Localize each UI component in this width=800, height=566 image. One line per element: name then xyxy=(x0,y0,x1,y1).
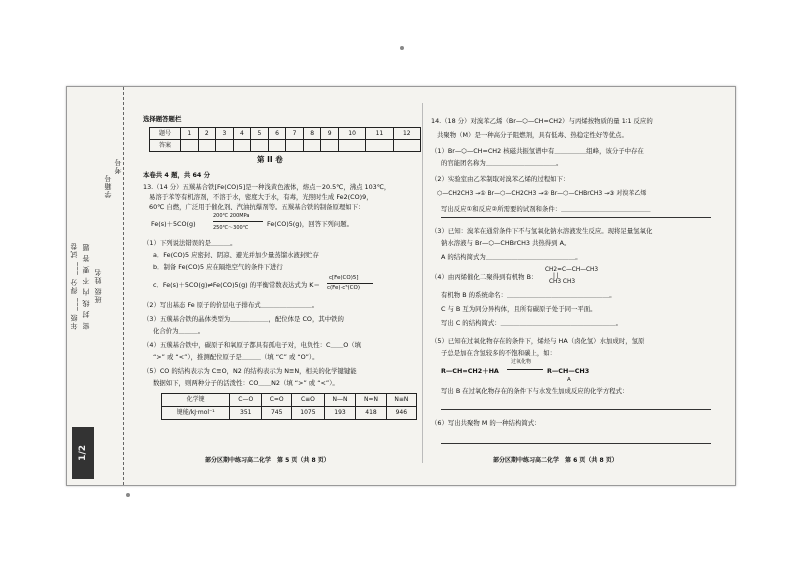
structure-b-top: CH2=C—CH—CH3 xyxy=(545,267,599,273)
question-number: 11 xyxy=(366,128,393,140)
question-number: 2 xyxy=(198,128,216,140)
q13-part-5-line2: 数据如下，则两种分子的活泼性：CO＿＿N2（填 “>” 或 “<”）。 xyxy=(153,379,339,387)
reaction-arrow xyxy=(507,369,543,370)
q14-intro-2: 共聚物（M）是一种高分子阻燃剂，具有低毒、热稳定性好等优点。 xyxy=(437,131,628,139)
binding-text-4: 密 封 线 内 不 要 答 题 xyxy=(82,242,90,330)
q14-part-5-line1: （5）已知在过氧化物存在的条件下，烯烃与 HA（卤化氢）水加成时，氢原 xyxy=(431,337,645,345)
q14-part-4-line2: 有机物 B 的系统命名：＿＿＿＿＿＿＿＿＿＿＿＿＿＿＿＿。 xyxy=(441,291,616,299)
q13-part-1: （1）下列说法错误的是＿＿＿。 xyxy=(143,239,237,247)
bond-energy-table xyxy=(161,393,417,420)
bond-value: 1075 xyxy=(292,407,324,420)
q13-part-4-line2: “>” 或 “<”），推测配位原子是＿＿＿（填 “C” 或 “O”）。 xyxy=(153,353,319,361)
binding-text-2: 学籍号 xyxy=(104,174,112,198)
question-number: 5 xyxy=(251,128,269,140)
row-label: 答案 xyxy=(150,140,181,152)
question-number: 9 xyxy=(321,128,339,140)
answer-cell[interactable] xyxy=(233,140,251,152)
q13-part-5-line1: （5）CO 的结构表示为 C≡O，N2 的结构表示为 N≡N，相关的化学键键能 xyxy=(143,367,357,375)
fraction-denominator: c(Fe)·c⁵(CO) xyxy=(327,285,360,291)
structure-b-bottom: CH3 CH3 xyxy=(549,279,576,285)
question-number: 7 xyxy=(286,128,304,140)
answer-heading: 选择题答题栏 xyxy=(143,115,182,123)
right-page-footer: 部分区期中练习高二化学 第 6 页（共 8 页） xyxy=(493,457,618,464)
q13-part-4-line1: （4）五羰基合铁中，碳原子和氧原子都具有孤电子对，电负性：C＿＿O（填 xyxy=(143,341,362,349)
answer-cell[interactable] xyxy=(321,140,339,152)
scan-dot xyxy=(400,46,404,50)
q13-option-b: b．制备 Fe(CO)5 应在隔绝空气的条件下进行 xyxy=(153,263,283,271)
bond-header: N—N xyxy=(324,394,356,407)
left-page xyxy=(127,87,417,485)
question-number: 4 xyxy=(233,128,251,140)
answer-cell[interactable] xyxy=(286,140,304,152)
q13-intro-3: 60℃ 自燃，广泛用于催化剂、汽油抗爆剂等。五羰基合铁的制备原理如下： xyxy=(149,203,365,211)
q14-part-2: （2）实验室由乙苯制取对溴苯乙烯的过程如下： xyxy=(431,175,570,183)
scanned-exam-page xyxy=(66,86,736,486)
answer-line xyxy=(441,409,711,410)
reaction-condition: 过氧化物 xyxy=(511,359,532,365)
question-number: 1 xyxy=(181,128,199,140)
q14-part-3-line2: 钠水溶液与 Br—⬡—CHBrCH3 共热得到 A。 xyxy=(441,239,571,247)
q13-option-a: a．Fe(CO)5 应密封、阴凉、避光并加少量蒸馏水液封贮存 xyxy=(153,251,319,259)
equation-left: Fe(s)＋5CO(g) xyxy=(151,220,196,228)
q14-part-5-line2: 子总是加在含氢较多的不饱和碳上，如： xyxy=(441,349,557,357)
binding-margin xyxy=(67,87,124,485)
q14-part-4-line4: 写出 C 的结构简式：＿＿＿＿＿＿＿＿＿＿＿＿＿＿＿＿＿＿。 xyxy=(441,319,623,327)
question-number: 8 xyxy=(303,128,321,140)
q14-part-4-line1: （4）由丙烯催化二聚得到有机物 B： xyxy=(431,273,538,281)
equation-condition-bottom: 250℃～300℃ xyxy=(213,225,249,231)
q14-part-1-line2: 的官能团名称为＿＿＿＿＿＿＿＿＿＿＿。 xyxy=(441,159,563,167)
q14-part-5-ask: 写出 B 在过氧化物存在的条件下与水发生加成反应的化学方程式： xyxy=(441,387,629,395)
binding-text-3: 班级 姓名 xyxy=(94,268,102,304)
bond-header: C—O xyxy=(230,394,262,407)
answer-cell[interactable] xyxy=(251,140,269,152)
q14-intro-1: 14.（18 分）对溴苯乙烯（Br—⬡—CH=CH2）与丙烯按物质的量 1∶1 反应的 xyxy=(431,117,653,125)
bond-value: 745 xyxy=(262,407,292,420)
binding-text-5: 年级 ___ 得分 ___ 试卷 xyxy=(70,242,78,330)
question-number: 12 xyxy=(393,128,420,140)
binding-text-1: 考号 xyxy=(114,158,122,174)
answer-line xyxy=(441,443,711,444)
q14-part-6: （6）写出共聚物 M 的一种结构简式： xyxy=(431,419,541,427)
answer-cell[interactable] xyxy=(338,140,365,152)
grade-stamp: 1/2 xyxy=(72,427,94,479)
q13-option-c: c．Fe(s)＋5CO(g)⇌Fe(CO)5(g) 的平衡常数表达式为 K＝ xyxy=(153,281,320,289)
structure-b-bonds: | | xyxy=(553,273,559,279)
answer-cell[interactable] xyxy=(181,140,199,152)
bond-header: 化学键 xyxy=(162,394,230,407)
bond-value: 193 xyxy=(324,407,356,420)
question-number: 6 xyxy=(268,128,286,140)
q14-part-4-line3: C 与 B 互为同分异构体，且所有碳原子处于同一平面。 xyxy=(441,305,597,313)
equation-condition-top: 200℃ 200MPa xyxy=(213,213,250,219)
reaction-left: R—CH=CH2＋HA xyxy=(441,367,499,375)
section-title: 第 II 卷 xyxy=(257,155,283,164)
synthesis-route: ⬡—CH2CH3 →① Br—⬡—CH2CH3 →② Br—⬡—CHBrCH3 →③ 对溴苯乙烯 xyxy=(437,190,647,197)
scan-dot xyxy=(126,493,130,497)
reaction-right: R—CH—CH3 xyxy=(547,367,590,375)
answer-cell[interactable] xyxy=(198,140,216,152)
answer-line xyxy=(441,217,711,218)
reaction-substituent: A xyxy=(567,377,571,383)
fraction-numerator: c[Fe(CO)5] xyxy=(329,275,359,281)
bond-value: 946 xyxy=(386,407,416,420)
bond-label: 键能/kJ·mol⁻¹ xyxy=(162,407,230,420)
q13-intro-2: 易溶于苯等有机溶剂，不溶于水，密度大于水，有毒，光照时生成 Fe2(CO)9， xyxy=(149,193,373,201)
bond-header: C=O xyxy=(262,394,292,407)
question-number: 3 xyxy=(216,128,234,140)
q14-part-3-line3: A 的结构简式为＿＿＿＿＿＿＿＿＿＿＿＿＿＿。 xyxy=(441,253,582,261)
bond-value: 351 xyxy=(230,407,262,420)
bond-header: N≡N xyxy=(386,394,416,407)
bond-value: 418 xyxy=(356,407,386,420)
section-info: 本卷共 4 题，共 64 分 xyxy=(143,171,210,179)
equation-arrow xyxy=(213,221,263,222)
answer-cell[interactable] xyxy=(268,140,286,152)
question-number: 10 xyxy=(338,128,365,140)
bond-header: C≡O xyxy=(292,394,324,407)
equation-right: Fe(CO)5(g)，回答下列问题。 xyxy=(267,220,353,228)
left-page-footer: 部分区期中练习高二化学 第 5 页（共 8 页） xyxy=(205,457,330,464)
q13-part-3-line1: （3）五羰基合铁的晶体类型为＿＿＿＿＿＿，配位体是 CO，其中铁的 xyxy=(143,315,344,323)
bond-header: N=N xyxy=(356,394,386,407)
q13-part-3-line2: 化合价为＿＿＿。 xyxy=(153,327,205,335)
fraction-bar xyxy=(327,283,373,284)
page-divider xyxy=(422,103,423,463)
q13-part-2: （2）写出基态 Fe 原子的价层电子排布式＿＿＿＿＿＿＿＿。 xyxy=(143,301,319,309)
row-label: 题号 xyxy=(150,128,181,140)
q14-part-2-ask: 写出反应①和反应②所需要的试剂和条件：＿＿＿＿＿＿＿＿＿＿＿＿＿＿ xyxy=(441,205,651,213)
answer-cell[interactable] xyxy=(393,140,420,152)
q14-part-3-line1: （3）已知：溴苯在通常条件下不与氢氧化钠水溶液发生反应。现将足量氢氧化 xyxy=(431,227,653,235)
answer-cell[interactable] xyxy=(216,140,234,152)
q13-intro-1: 13.（14 分）五羰基合铁[Fe(CO)5]是一种浅黄色液体，熔点－20.5℃，沸点 103℃， xyxy=(143,183,391,191)
answer-cell[interactable] xyxy=(366,140,393,152)
right-page xyxy=(427,87,727,485)
answer-table xyxy=(149,127,421,152)
answer-cell[interactable] xyxy=(303,140,321,152)
q14-part-1-line1: （1）Br—⬡—CH=CH2 核磁共振氢谱中有＿＿＿＿＿组峰，该分子中存在 xyxy=(431,147,644,155)
